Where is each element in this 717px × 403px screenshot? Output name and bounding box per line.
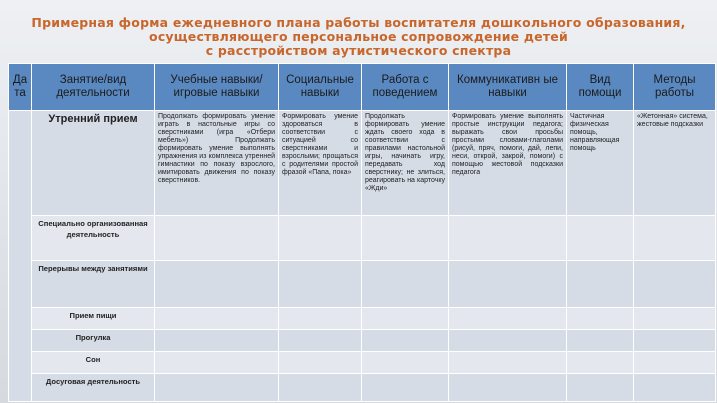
activity-cell: Сон (32, 352, 155, 374)
title-line-1: Примерная форма ежедневного плана работы воспитателя дошкольного образования, (31, 15, 686, 30)
table-row (9, 216, 716, 261)
social-skills-cell (279, 308, 362, 330)
activity-cell: Прогулка (32, 330, 155, 352)
table-row (9, 308, 716, 330)
methods-cell (634, 352, 716, 374)
learning-skills-cell (155, 308, 279, 330)
learning-skills-cell (155, 330, 279, 352)
behavior-cell (362, 352, 449, 374)
behavior-cell (362, 330, 449, 352)
social-skills-cell (279, 216, 362, 261)
social-skills-cell (279, 352, 362, 374)
date-cell (9, 111, 32, 402)
help-type-cell (567, 261, 634, 308)
daily-plan-table (8, 63, 716, 402)
help-type-cell (567, 308, 634, 330)
help-type-cell (567, 374, 634, 402)
title-line-3: с расстройством аутистического спектра (205, 43, 512, 58)
header-communication-skills: Коммуникативн ые навыки (449, 64, 567, 111)
activity-cell: Перерывы между занятиями (32, 261, 155, 308)
communication-cell (449, 330, 567, 352)
methods-cell (634, 308, 716, 330)
activity-cell: Утренний прием (32, 111, 155, 216)
communication-cell (449, 352, 567, 374)
methods-cell (634, 216, 716, 261)
social-skills-cell (279, 261, 362, 308)
activity-cell: Досуговая деятельность (32, 374, 155, 402)
table-header-row (9, 64, 716, 111)
header-activity: Занятие/вид деятельности (32, 64, 155, 111)
communication-cell: Формировать умение выполнять простые инструкции педагога; выражать свои просьбы простыми словами-глаголами (рисуй, пряч, помоги, дай, лепи, неси, открой, закрой, помоги) с помощью жестовой подсказки педагога (449, 111, 567, 216)
header-social-skills: Социальные навыки (279, 64, 362, 111)
learning-skills-cell (155, 352, 279, 374)
header-help-type: Вид помощи (567, 64, 634, 111)
header-date: Да та (9, 64, 32, 111)
behavior-cell (362, 216, 449, 261)
table-row (9, 111, 716, 216)
communication-cell (449, 308, 567, 330)
social-skills-cell (279, 330, 362, 352)
activity-cell: Специально организованная деятельность (32, 216, 155, 261)
table-row (9, 374, 716, 402)
methods-cell (634, 330, 716, 352)
help-type-cell (567, 216, 634, 261)
behavior-cell: Продолжать формировать умение ждать своего хода в соответствии с правилами настольной игры, начинать игру, передавать ход сверстнику; не злиться, реагировать на карточку «Жди» (362, 111, 449, 216)
document-title (0, 16, 717, 58)
social-skills-cell (279, 374, 362, 402)
header-behavior-work: Работа с поведением (362, 64, 449, 111)
table-row (9, 352, 716, 374)
social-skills-cell: Формировать умение здороваться в соответствии с ситуацией со сверстниками и взрослыми; прощаться с родителями простой фразой «Папа, пока» (279, 111, 362, 216)
table-row (9, 330, 716, 352)
communication-cell (449, 374, 567, 402)
methods-cell (634, 261, 716, 308)
learning-skills-cell (155, 216, 279, 261)
methods-cell: «Жетонная» система, жестовые подсказки (634, 111, 716, 216)
learning-skills-cell (155, 261, 279, 308)
table-row (9, 261, 716, 308)
learning-skills-cell (155, 374, 279, 402)
behavior-cell (362, 374, 449, 402)
header-work-methods: Методы работы (634, 64, 716, 111)
title-line-2: осуществляющего персональное сопровождение детей (149, 29, 568, 44)
behavior-cell (362, 308, 449, 330)
header-learning-skills: Учебные навыки/игровые навыки (155, 64, 279, 111)
help-type-cell (567, 330, 634, 352)
behavior-cell (362, 261, 449, 308)
methods-cell (634, 374, 716, 402)
learning-skills-cell: Продолжать формировать умение играть в настольные игры со сверстниками (игра «Отбери мебель») Продолжать формировать умение выполнять упражнения из комплекса утренней гимнастики по показу взрослого, имитировать движения по показу сверстников. (155, 111, 279, 216)
help-type-cell (567, 352, 634, 374)
activity-cell: Прием пищи (32, 308, 155, 330)
help-type-cell: Частичная физическая помощь, направляющая помощь (567, 111, 634, 216)
communication-cell (449, 216, 567, 261)
communication-cell (449, 261, 567, 308)
